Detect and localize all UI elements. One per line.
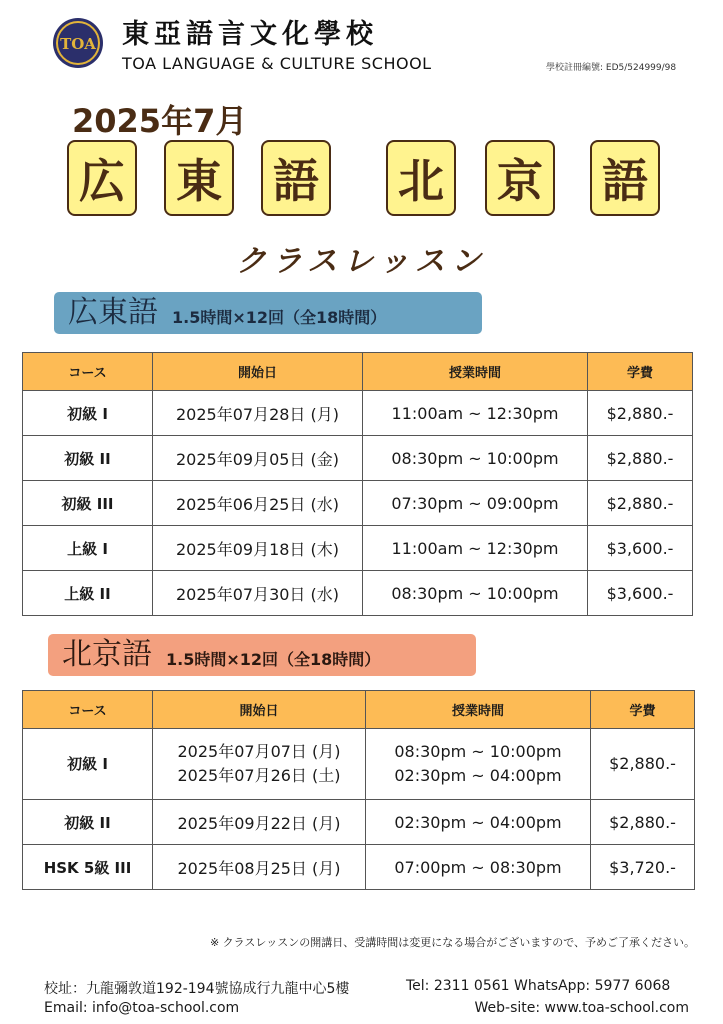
table-row — [23, 800, 695, 845]
tuition-fee: $2,880.- — [588, 436, 693, 481]
start-date: 2025年09月05日 (金) — [153, 436, 363, 481]
course-name: HSK 5級 III — [23, 845, 153, 890]
tuition-fee: $3,720.- — [591, 845, 695, 890]
class-time: 07:00pm ~ 08:30pm — [366, 845, 591, 890]
table-row — [23, 391, 693, 436]
mandarin-course-table — [22, 690, 695, 890]
class-time: 08:30pm ~ 10:00pm — [363, 571, 588, 616]
class-time: 11:00am ~ 12:30pm — [363, 526, 588, 571]
class-time: 08:30pm ~ 10:00pm — [394, 742, 562, 761]
start-date: 2025年09月18日 (木) — [153, 526, 363, 571]
start-date: 2025年07月30日 (水) — [153, 571, 363, 616]
column-header-fee: 学費 — [588, 353, 693, 391]
tuition-fee: $3,600.- — [588, 526, 693, 571]
website-link[interactable]: Web-site: www.toa-school.com — [474, 1000, 689, 1016]
start-date: 2025年06月25日 (水) — [153, 481, 363, 526]
school-name-english: TOA LANGUAGE & CULTURE SCHOOL — [122, 54, 432, 73]
course-name: 上級 II — [23, 571, 153, 616]
mandarin-detail: 1.5時間×12回（全18時間） — [166, 650, 381, 669]
column-header-time: 授業時間 — [363, 353, 588, 391]
column-header-fee: 学費 — [591, 691, 695, 729]
email-contact[interactable]: Email: info@toa-school.com — [44, 1000, 240, 1016]
start-date: 2025年07月26日 (土) — [177, 766, 341, 785]
school-logo — [52, 17, 104, 69]
tuition-fee: $3,600.- — [588, 571, 693, 616]
course-name: 初級 I — [23, 729, 153, 800]
course-name: 初級 III — [23, 481, 153, 526]
title-tile: 広 — [67, 140, 137, 216]
cantonese-title: 広東語 — [68, 295, 158, 330]
registration-number: 學校註冊編號: ED5/524999/98 — [546, 63, 677, 73]
tuition-fee: $2,880.- — [591, 800, 695, 845]
course-name: 初級 I — [23, 391, 153, 436]
school-address: 校址：九龍彌敦道192-194號協成行九龍中心5樓 — [44, 981, 350, 997]
table-row — [23, 845, 695, 890]
title-tile: 京 — [485, 140, 555, 216]
class-time: 08:30pm ~ 10:00pm — [363, 436, 588, 481]
tuition-fee: $2,880.- — [588, 391, 693, 436]
cantonese-detail: 1.5時間×12回（全18時間） — [172, 308, 387, 327]
column-header-course: コース — [23, 691, 153, 729]
class-lesson-subtitle: クラスレッスン — [236, 244, 487, 279]
table-row — [23, 526, 693, 571]
tuition-fee: $2,880.- — [591, 729, 695, 800]
class-time: 02:30pm ~ 04:00pm — [366, 800, 591, 845]
table-header-row — [23, 353, 693, 391]
month-title: 2025年7月 — [72, 102, 248, 140]
table-row — [23, 481, 693, 526]
start-date: 2025年07月28日 (月) — [153, 391, 363, 436]
class-time: 07:30pm ~ 09:00pm — [363, 481, 588, 526]
mandarin-title: 北京語 — [62, 637, 152, 672]
start-date: 2025年08月25日 (月) — [153, 845, 366, 890]
mandarin-banner — [48, 634, 476, 676]
class-times — [366, 729, 591, 800]
table-header-row — [23, 691, 695, 729]
class-time: 11:00am ~ 12:30pm — [363, 391, 588, 436]
phone-contact[interactable]: Tel: 2311 0561 WhatsApp: 5977 6068 — [406, 978, 671, 994]
title-tile: 語 — [590, 140, 660, 216]
school-name-chinese: 東亞語言文化學校 — [122, 19, 378, 50]
cantonese-banner — [54, 292, 482, 334]
start-date: 2025年09月22日 (月) — [153, 800, 366, 845]
course-name: 初級 II — [23, 800, 153, 845]
tuition-fee: $2,880.- — [588, 481, 693, 526]
course-name: 初級 II — [23, 436, 153, 481]
title-tile: 東 — [164, 140, 234, 216]
column-header-start: 開始日 — [153, 353, 363, 391]
class-time: 02:30pm ~ 04:00pm — [394, 766, 562, 785]
column-header-start: 開始日 — [153, 691, 366, 729]
column-header-course: コース — [23, 353, 153, 391]
table-row — [23, 571, 693, 616]
course-name: 上級 I — [23, 526, 153, 571]
cantonese-course-table — [22, 352, 693, 616]
logo-text: TOA — [60, 35, 96, 53]
table-row — [23, 436, 693, 481]
title-tile: 語 — [261, 140, 331, 216]
column-header-time: 授業時間 — [366, 691, 591, 729]
start-dates — [153, 729, 366, 800]
start-date: 2025年07月07日 (月) — [177, 742, 341, 761]
schedule-change-notice: ※ クラスレッスンの開講日、受講時間は変更になる場合がございますので、予めご了承ください。 — [209, 936, 695, 949]
title-tile: 北 — [386, 140, 456, 216]
table-row — [23, 729, 695, 800]
